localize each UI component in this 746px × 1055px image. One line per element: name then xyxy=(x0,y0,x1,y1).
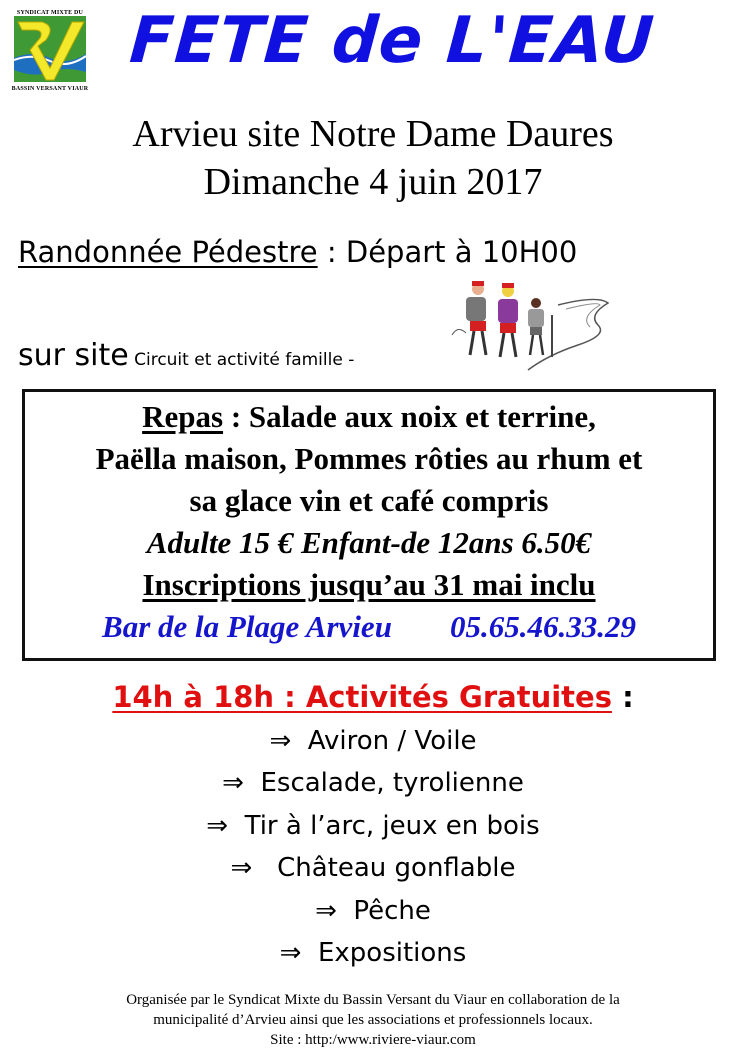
footer xyxy=(0,990,746,1050)
repas-line-3: sa glace vin et café compris xyxy=(189,483,549,518)
footer-site-link[interactable]: Site : http:/www.riviere-viaur.com xyxy=(270,1032,476,1048)
activities-heading xyxy=(0,680,746,714)
arrow-icon: ⇒ xyxy=(206,811,229,841)
activity-item xyxy=(0,726,746,756)
hikers-illustration-icon xyxy=(448,275,618,375)
activity-item xyxy=(0,768,746,798)
randonnee-detail: Départ à 10H00 xyxy=(345,235,578,269)
activity-label: Château gonflable xyxy=(277,853,516,883)
repas-box xyxy=(22,389,716,661)
arrow-icon: ⇒ xyxy=(279,938,302,968)
randonnee-label: Randonnée Pédestre xyxy=(18,235,318,269)
sur-site-label: sur site xyxy=(18,338,129,373)
repas-line-1-text: : Salade aux noix et terrine, xyxy=(223,399,596,434)
arrow-icon: ⇒ xyxy=(269,726,292,756)
activity-item xyxy=(0,896,746,926)
activity-label: Expositions xyxy=(317,938,467,968)
activities-heading-colon: : xyxy=(611,680,634,714)
logo-emblem-icon xyxy=(8,16,92,82)
logo xyxy=(8,10,92,94)
contact-phone[interactable]: 05.65.46.33.29 xyxy=(449,609,636,644)
repas-label: Repas xyxy=(142,399,224,434)
activity-label: Tir à l’arc, jeux en bois xyxy=(244,811,540,841)
footer-line-1: Organisée par le Syndicat Mixte du Bassin Versant du Viaur en collaboration de la xyxy=(126,992,620,1008)
activity-item xyxy=(0,853,746,883)
arrow-icon: ⇒ xyxy=(315,896,337,926)
logo-bottom-caption: BASSIN VERSANT VIAUR xyxy=(11,86,89,92)
repas-contact xyxy=(25,606,713,648)
activity-label: Escalade, tyrolienne xyxy=(260,768,524,798)
sur-site-line xyxy=(18,338,354,373)
activity-label: Pêche xyxy=(353,896,431,926)
repas-line-1 xyxy=(25,396,713,438)
repas-line-2: Paëlla maison, Pommes rôties au rhum et xyxy=(95,441,643,476)
repas-inscriptions: Inscriptions jusqu’au 31 mai inclu xyxy=(142,567,596,602)
activity-item xyxy=(0,811,746,841)
randonnee-separator: : xyxy=(317,235,346,269)
event-date: Dimanche 4 juin 2017 xyxy=(203,161,543,203)
activities-heading-text: 14h à 18h : Activités Gratuites xyxy=(112,680,612,714)
contact-name: Bar de la Plage Arvieu xyxy=(102,609,392,644)
logo-top-caption: SYNDICAT MIXTE DU xyxy=(16,10,84,16)
sur-site-detail: Circuit et activité famille - xyxy=(128,350,355,370)
footer-line-2: municipalité d’Arvieu ainsi que les associations et professionnels locaux. xyxy=(153,1012,593,1028)
arrow-icon: ⇒ xyxy=(222,768,244,798)
event-location: Arvieu site Notre Dame Daures xyxy=(132,113,614,155)
activity-label: Aviron / Voile xyxy=(307,726,477,756)
arrow-icon: ⇒ xyxy=(230,853,253,883)
repas-prices: Adulte 15 € Enfant-de 12ans 6.50€ xyxy=(146,525,592,560)
randonnee-line xyxy=(18,235,577,269)
page-title: FETE de L'EAU xyxy=(127,4,657,78)
activity-item xyxy=(0,938,746,968)
